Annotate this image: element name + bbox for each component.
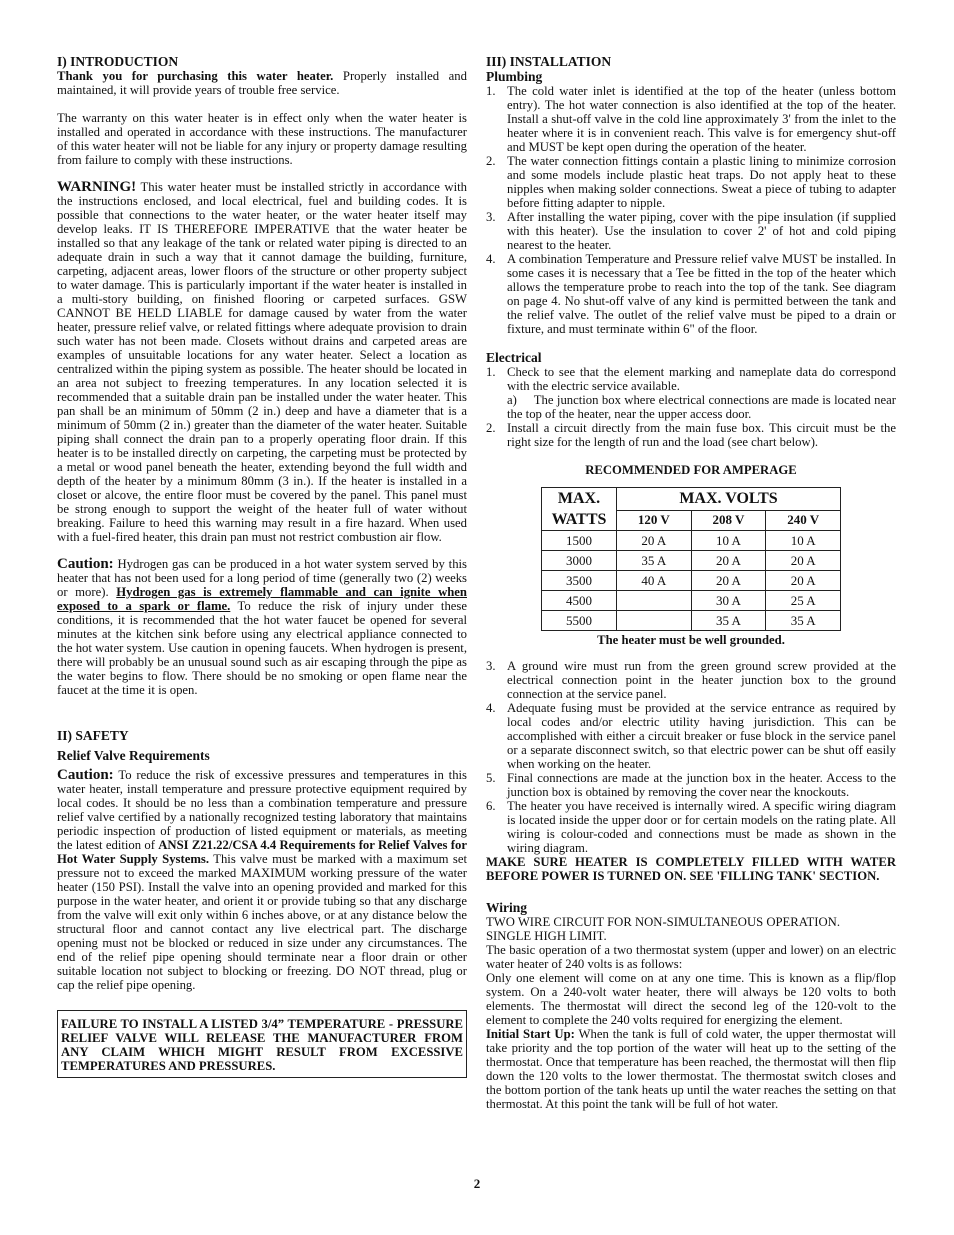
list-number: 5.	[486, 771, 496, 785]
fill-tank-notice: MAKE SURE HEATER IS COMPLETELY FILLED WITH WATER BEFORE POWER IS TURNED ON. SEE 'FILLING TANK' SECTION.	[486, 855, 896, 883]
list-number: 2.	[486, 154, 496, 168]
amperage-cell	[617, 611, 692, 631]
hydrogen-caution-paragraph	[57, 557, 467, 697]
wiring-paragraph-2: Only one element will come on at any one time. This is known as a flip/flop system. On a 240-volt water heater, there will always be 120 volts to both elements. The thermostat will direct the second leg of the 120-volt to the element to complete the 240 volts required for energizing the element.	[486, 971, 896, 1027]
wiring-line-2: SINGLE HIGH LIMIT.	[486, 929, 607, 943]
table-row	[542, 591, 841, 611]
list-number: 3.	[486, 659, 496, 673]
list-number: 4.	[486, 252, 496, 266]
max-watts-header-line1: MAX.	[557, 490, 601, 507]
left-column	[57, 54, 467, 1078]
amperage-cell: 35 A	[617, 551, 692, 571]
safety-heading: II) SAFETY	[57, 728, 129, 743]
list-text: The heater you have received is internally wired. A specific wiring diagram is located inside the upper door or for certain models on the rating plate. All wiring is colour-coded and connections must be made as shown in the wiring diagram.	[507, 799, 896, 855]
caution-text-b: To reduce the risk of injury under these conditions, it is recommended that the hot water faucet be opened for several minutes at the kitchen sink before using any electrical appliance connected to the hot water system. Use caution in opening faucets. When hydrogen is present, there will probably be an unusual sound such as air escaping through the pipe as the water begins to flow. There should be no smoking or open flame near the faucet at the time it is open.	[57, 599, 467, 697]
max-volts-header: MAX. VOLTS	[617, 488, 841, 511]
plumbing-heading: Plumbing	[486, 69, 543, 84]
electrical-item	[486, 365, 896, 421]
list-text: Install a circuit directly from the main fuse box. This circuit must be the right size for the length of run and the load (see chart below).	[507, 421, 896, 449]
list-number: 2.	[486, 421, 496, 435]
list-text: Adequate fusing must be provided at the service entrance as required by local codes and/or electric utility having jurisdiction. This can be accomplished with either a circuit breaker or fuse block in the service panel or a separate disconnect switch, so that electric power can be shut off easily when working on the heater.	[507, 701, 896, 771]
warning-label: WARNING!	[57, 179, 137, 195]
wiring-heading: Wiring	[486, 900, 528, 915]
warning-paragraph	[57, 180, 467, 544]
electrical-item	[486, 701, 896, 771]
amperage-cell: 20 A	[766, 571, 841, 591]
table-row	[542, 531, 841, 551]
list-number: 1.	[486, 84, 496, 98]
amperage-cell: 30 A	[691, 591, 766, 611]
plumbing-item	[486, 84, 896, 154]
table-row	[542, 611, 841, 631]
relief-text-b: This valve must be marked with a maximum set pressure not to exceed the marked MAXIMUM working pressure of the water heater (150 PSI). Install the valve into an opening provided and marked for this purpose in the water heater, and orient it or provide tubing so that any discharge from the valve will exit only within 6 inches above, or at any distance below the structural floor and cannot contact any live electrical part. The discharge opening must not be blocked or reduced in size under any circumstances. The end of the relief pipe opening should terminate near a floor drain or other suitable location not subject to blocking or freezing. DO NOT thread, plug or cap the relief pipe opening.	[57, 852, 467, 992]
amperage-cell: 35 A	[766, 611, 841, 631]
list-text: After installing the water piping, cover with the pipe insulation (if supplied with this heater). Use the insulation to cover 2' of hot and cold piping nearest to the heater.	[507, 210, 896, 252]
list-number: 4.	[486, 701, 496, 715]
intro-lead: Thank you for purchasing this water heater.	[57, 69, 334, 83]
ansi-standard: ANSI Z21.22/CSA 4.4 Requirements for Relief Valves for Hot Water Supply Systems.	[57, 838, 467, 866]
list-text: A ground wire must run from the green ground screw provided at the electrical connection point in the heater junction box to the ground connection at the service panel.	[507, 659, 896, 701]
volt-header: 120 V	[617, 510, 692, 530]
list-subitem: a) The junction box where electrical connections are made is located near the top of the heater, near the upper access door.	[507, 393, 896, 421]
watts-cell: 3000	[542, 551, 617, 571]
intro-paragraph	[57, 69, 467, 97]
relief-caution-label: Caution:	[57, 767, 114, 783]
list-text: The water connection fittings contain a plastic lining to minimize corrosion and some models include plastic heat traps. Do not apply heat to these nipples when making solder connections. Sweat a piece of tubing to adapter before fitting adapter to nipple.	[507, 154, 896, 210]
amperage-cell: 20 A	[766, 551, 841, 571]
volt-header: 208 V	[691, 510, 766, 530]
table-row	[542, 551, 841, 571]
caution-text-a: Hydrogen gas can be produced in a hot water system served by this heater that has not been used for a long period of time (generally two (2) weeks or more).	[57, 557, 467, 599]
grounding-note: The heater must be well grounded.	[597, 633, 785, 647]
watts-cell: 5500	[542, 611, 617, 631]
relief-valve-subheading: Relief Valve Requirements	[57, 748, 210, 763]
amperage-cell: 20 A	[617, 531, 692, 551]
watts-cell: 4500	[542, 591, 617, 611]
start-up-text: When the tank is full of cold water, the upper thermostat will take priority and the top portion of the water will heat up to the setting of the thermostat. Once that temperature has been reached, the thermostat will then flip down the 120 volts to the lower thermostat. The thermostat switch closes and the bottom portion of the tank heats up until the water reaches the setting on that thermostat. At this point the tank will be full of hot water.	[486, 1027, 896, 1111]
electrical-heading: Electrical	[486, 350, 542, 365]
amperage-cell	[617, 591, 692, 611]
wiring-line-1: TWO WIRE CIRCUIT FOR NON-SIMULTANEOUS OPERATION.	[486, 915, 841, 929]
electrical-item	[486, 421, 896, 449]
amperage-cell: 35 A	[691, 611, 766, 631]
installation-heading: III) INSTALLATION	[486, 54, 612, 69]
watts-cell: 3500	[542, 571, 617, 591]
max-watts-header	[542, 488, 617, 531]
plumbing-item	[486, 154, 896, 210]
amperage-cell: 20 A	[691, 551, 766, 571]
list-number: 3.	[486, 210, 496, 224]
watts-cell: 1500	[542, 531, 617, 551]
list-text: Final connections are made at the junction box in the heater. Access to the junction box is obtained by removing the cover near the knockouts.	[507, 771, 896, 799]
warranty-paragraph: The warranty on this water heater is in effect only when the water heater is installed and operated in accordance with these instructions. The manufacturer of this water heater will not be liable for any injury or property damage resulting from failure to comply with these instructions.	[57, 111, 467, 167]
list-text: A combination Temperature and Pressure relief valve MUST be installed. In some cases it is necessary that a Tee be fitted in the top of the heater which allows the temperature probe to reach into the top of the tank. See diagram on page 4. No shut-off valve of any kind is permitted between the tank and the relief valve. The outlet of the relief valve must be piped to a drain or fixture, and must terminate within 6" of the floor.	[507, 252, 896, 336]
page-number: 2	[473, 1176, 481, 1191]
warning-text: This water heater must be installed strictly in accordance with the instructions enclosed, and local electrical, fuel and building codes. It is possible that connections to the water heater, or the water heater itself may develop leaks. IT IS THEREFORE IMPERATIVE that the water heater be installed so that any leakage of the tank or related water piping is directed to an adequate drain in such a way that it cannot damage the building, furniture, carpeting, adjacent areas, lower floors of the structure or other property subject to water damage. This is particularly important if the water heater is installed in a multi-story building, on finished flooring or carpeted surfaces. GSW CANNOT BE HELD LIABLE for damage caused by water from the water heater, pressure relief valve, or related fittings where adequate provision to drain such water has not been made. Closets without drains and carpeted areas are examples of unsuitable locations for any water heater. Select a location as centralized within the piping system as possible. The heater should be located in an area not subject to freezing temperatures. In any location selected it is recommended that a suitable drain pan be installed under the water heater. This pan shall be an minimum of 50mm (2 in.) deep and have a diameter that is a minimum of 50mm (2 in.) greater than the diameter of the water heater. Suitable piping shall connect the drain pan to a properly operating floor drain. If this heater is to be installed directly on carpeting, the carpeting must be protected by a metal or wood panel beneath the heater, extending beyond the full width and depth of the heater by a minimum 80mm (3 in.). If the heater is installed in a closet or alcove, the entire floor must be covered by the panel. This panel must be strong enough to support the weight of the heater full of water without breaking. Failure to heed this warning may result in a fire hazard. When used with a fuel-fired heater, this drain pan must not restrict combustion air flow.	[57, 180, 467, 544]
amperage-cell: 10 A	[766, 531, 841, 551]
max-watts-header-line2: WATTS	[551, 511, 607, 528]
volt-header: 240 V	[766, 510, 841, 530]
start-up-label: Initial Start Up:	[486, 1027, 575, 1041]
intro-lead-rest: Properly installed and maintained, it will provide years of trouble free service.	[57, 69, 467, 97]
plumbing-item	[486, 252, 896, 336]
introduction-heading: I) INTRODUCTION	[57, 54, 179, 69]
relief-valve-paragraph	[57, 768, 467, 992]
electrical-item	[486, 799, 896, 855]
amperage-cell: 25 A	[766, 591, 841, 611]
caution-label: Caution:	[57, 556, 114, 572]
plumbing-item	[486, 210, 896, 252]
relief-valve-notice-box: FAILURE TO INSTALL A LISTED 3/4” TEMPERATURE - PRESSURE RELIEF VALVE WILL RELEASE THE MANUFACTURER FROM ANY CLAIM WHICH MIGHT RESULT FROM EXCESSIVE TEMPERATURES AND PRESSURES.	[57, 1010, 467, 1078]
list-text: Check to see that the element marking and nameplate data do correspond with the electric service available.	[507, 365, 896, 393]
amperage-table	[541, 487, 841, 631]
electrical-list-continued	[486, 659, 896, 855]
amperage-cell: 20 A	[691, 571, 766, 591]
electrical-list	[486, 365, 896, 449]
initial-start-up-paragraph	[486, 1027, 896, 1111]
list-number: 6.	[486, 799, 496, 813]
electrical-item	[486, 659, 896, 701]
amperage-cell: 10 A	[691, 531, 766, 551]
relief-text-a: To reduce the risk of excessive pressures and temperatures in this water heater, install temperature and pressure protective equipment required by local codes. It should be no less than a combination temperature and pressure relief valve certified by a nationally recognized testing laboratory that maintains periodic inspection of production of listed equipment or materials, as meeting the latest edition of	[57, 768, 467, 852]
amperage-cell: 40 A	[617, 571, 692, 591]
wiring-paragraph-1: The basic operation of a two thermostat system (upper and lower) on an electric water heater of 240 volts is as follows:	[486, 943, 896, 971]
electrical-item	[486, 771, 896, 799]
table-row	[542, 571, 841, 591]
amperage-table-caption: RECOMMENDED FOR AMPERAGE	[585, 463, 797, 477]
list-text: The cold water inlet is identified at the top of the heater (unless bottom entry). The hot water connection is also identified at the top of the heater. Install a shut-off valve in the cold line approximately 3' from the inlet to the heater where it is in convenient reach. This valve is for emergency shut-off and MUST be kept open during the operation of the heater.	[507, 84, 896, 154]
plumbing-list	[486, 84, 896, 336]
list-number: 1.	[486, 365, 496, 379]
caution-underlined-warning: Hydrogen gas is extremely flammable and can ignite when exposed to a spark or flame.	[57, 585, 467, 613]
right-column	[486, 54, 896, 1111]
